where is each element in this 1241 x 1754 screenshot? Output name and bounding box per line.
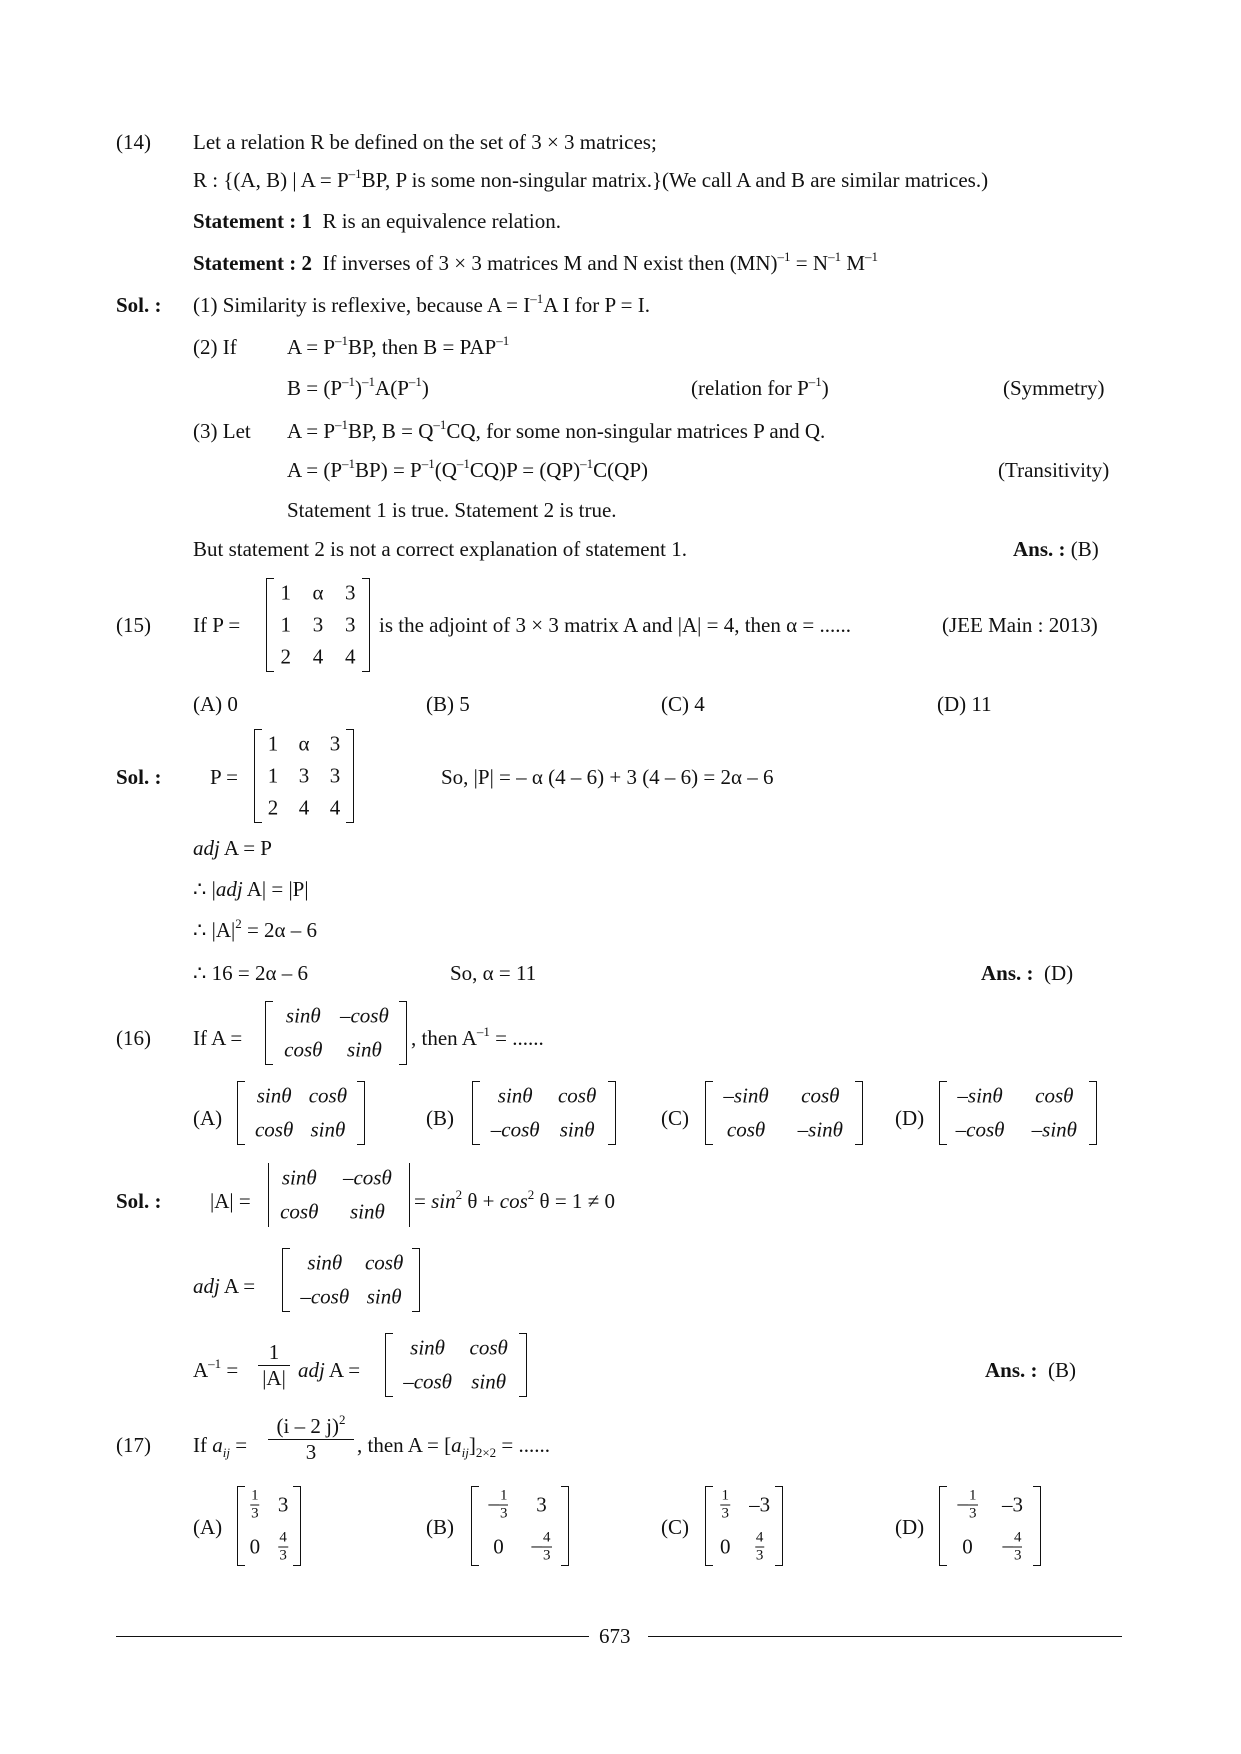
q15-source: (JEE Main : 2013) bbox=[942, 613, 1098, 637]
q17-option-c-label: (C) bbox=[661, 1515, 689, 1539]
q16-option-a-label: (A) bbox=[193, 1106, 223, 1130]
q17-frac: $\frac{(i - 2 j)^2}{3}$ bbox=[268, 1416, 354, 1463]
q17-option-c-matrix: $\frac{1}{3}$ –3 0 $\frac{4}{3}$ bbox=[705, 1486, 783, 1566]
q14-tag-symmetry: (Symmetry) bbox=[1003, 376, 1105, 400]
q16-sol-det-value: = $\sin^2 \theta + \cos^2 \theta = 1 \ne 0$ bbox=[414, 1187, 615, 1213]
q17-number: (17) bbox=[116, 1433, 151, 1457]
q14-relation-def: R : {(A, B) | $A = P^{-1}BP$, P is some non-singular matrix.}(We call A and B are similar matrices.) bbox=[193, 166, 989, 192]
q16-option-d-matrix: –sinθ cosθ –cosθ –sinθ bbox=[939, 1081, 1097, 1145]
q16-sol-inv-lhs: $A^{-1}$ = bbox=[193, 1356, 239, 1382]
q15-sol-p-eq: P = bbox=[210, 765, 238, 789]
q17-then: , then $A = [a_{ij}]_{2\times 2}$ = ...... bbox=[357, 1433, 551, 1460]
q14-sol-line3-note: (relation for $P^{-1}$) bbox=[691, 374, 829, 400]
q15-option-c: (C) 4 bbox=[661, 692, 705, 716]
q14-statement2: Statement : 2 If inverses of 3 × 3 matrices M and N exist then $(MN)^{-1} = N^{-1}$ $M^{-1}$ bbox=[193, 249, 878, 275]
q15-sol-final: ∴ 16 = 2α – 6 bbox=[193, 961, 308, 985]
q16-option-c-matrix: –sinθ cosθ cosθ –sinθ bbox=[705, 1081, 863, 1145]
q14-sol-line3: $B = (P^{-1})^{-1}A(P^{-1})$ bbox=[287, 374, 429, 400]
q15-sol-det-sq: ∴ $|A|^2 = 2\alpha - 6$ bbox=[193, 916, 318, 942]
q14-sol-line1: (1) Similarity is reflexive, because $A = I^{-1}A$ I for P = I. bbox=[193, 291, 650, 317]
q16-sol-adj-matrix: sinθ cosθ –cosθ sinθ bbox=[282, 1248, 420, 1312]
q14-sol-line4a: (3) Let bbox=[193, 419, 251, 443]
q16-sol-inv-matrix: sinθ cosθ –cosθ sinθ bbox=[385, 1333, 527, 1397]
q16-option-b-label: (B) bbox=[426, 1106, 454, 1130]
q16-option-c-label: (C) bbox=[661, 1106, 689, 1130]
q15-number: (15) bbox=[116, 613, 151, 637]
q16-if-a: If A = bbox=[193, 1026, 243, 1050]
q15-sol-label: Sol. : bbox=[116, 765, 162, 789]
q16-sol-inv-adj: adj A = bbox=[298, 1358, 361, 1382]
q17-option-d-label: (D) bbox=[895, 1515, 925, 1539]
q14-true-line: Statement 1 is true. Statement 2 is true. bbox=[287, 498, 617, 522]
q15-sol-det: So, |P| = – α (4 – 6) + 3 (4 – 6) = 2α – 6 bbox=[441, 765, 774, 789]
q16-then: , then $A^{-1}$ = ...... bbox=[411, 1024, 544, 1050]
q15-question: is the adjoint of 3 × 3 matrix A and |A| = 4, then α = ...... bbox=[379, 613, 851, 637]
q15-answer: Ans. : (D) bbox=[981, 961, 1074, 985]
q15-sol-alpha: So, α = 11 bbox=[450, 961, 537, 985]
q14-answer: Ans. : (B) bbox=[1013, 537, 1099, 561]
q16-sol-label: Sol. : bbox=[116, 1189, 162, 1213]
q15-option-b: (B) 5 bbox=[426, 692, 470, 716]
q16-sol-determinant: sinθ –cosθ cosθ sinθ bbox=[268, 1163, 410, 1227]
q16-sol-frac: $\frac{1}{|A|}$ bbox=[258, 1342, 290, 1389]
footer-rule-right bbox=[648, 1636, 1122, 1637]
q15-option-d: (D) 11 bbox=[937, 692, 992, 716]
q15-matrix-p: 1 α 3 1 3 3 2 4 4 bbox=[266, 578, 370, 672]
q16-sol-det-lhs: |A| = bbox=[210, 1189, 251, 1213]
q16-sol-adj-lhs: adj A = bbox=[193, 1274, 256, 1298]
q14-sol-line4b: $A = P^{-1}BP$, $B = Q^{-1}CQ$, for some non-singular matrices P and Q. bbox=[287, 417, 826, 443]
q14-but-line: But statement 2 is not a correct explanation of statement 1. bbox=[193, 537, 687, 561]
q15-option-a: (A) 0 bbox=[193, 692, 238, 716]
q14-sol-label: Sol. : bbox=[116, 293, 162, 317]
q15-sol-matrix: 1 α 3 1 3 3 2 4 4 bbox=[254, 729, 354, 823]
footer-rule-left bbox=[116, 1636, 589, 1637]
q17-option-b-matrix: – $\frac{1}{3}$ 3 0 – $\frac{4}{3}$ bbox=[471, 1486, 569, 1566]
q14-tag-transitivity: (Transitivity) bbox=[998, 458, 1110, 482]
q16-option-d-label: (D) bbox=[895, 1106, 925, 1130]
q17-aij: If $a_{ij}$ = bbox=[193, 1433, 248, 1460]
q16-number: (16) bbox=[116, 1026, 151, 1050]
q14-line1: Let a relation R be defined on the set of 3 × 3 matrices; bbox=[193, 130, 657, 154]
q15-sol-det-adj: ∴ |adj A| = |P| bbox=[193, 877, 309, 901]
q17-option-a-label: (A) bbox=[193, 1515, 223, 1539]
q15-if-p: If P = bbox=[193, 613, 241, 637]
q17-option-a-matrix: $\frac{1}{3}$ 3 0 $\frac{4}{3}$ bbox=[237, 1486, 301, 1566]
q16-matrix-a: sinθ –cosθ cosθ sinθ bbox=[265, 1001, 407, 1065]
q15-sol-adj: adj A = P bbox=[193, 836, 272, 860]
q16-option-a-matrix: sinθ cosθ cosθ sinθ bbox=[237, 1081, 365, 1145]
q17-option-b-label: (B) bbox=[426, 1515, 454, 1539]
q14-sol-line2b: $A = P^{-1}BP$, then $B = PAP^{-1}$ bbox=[287, 333, 510, 359]
q16-option-b-matrix: sinθ cosθ –cosθ sinθ bbox=[472, 1081, 616, 1145]
q14-sol-line5: $A = (P^{-1}BP) = P^{-1}(Q^{-1}CQ)P = (QP)^{-1}C(QP)$ bbox=[287, 456, 648, 482]
q14-sol-line2a: (2) If bbox=[193, 335, 237, 359]
q16-answer: Ans. : (B) bbox=[985, 1358, 1077, 1382]
page-number: 673 bbox=[599, 1624, 631, 1648]
q17-option-d-matrix: – $\frac{1}{3}$ –3 0 – $\frac{4}{3}$ bbox=[939, 1486, 1041, 1566]
q14-statement1: Statement : 1 R is an equivalence relation. bbox=[193, 209, 561, 233]
q14-number: (14) bbox=[116, 130, 151, 154]
